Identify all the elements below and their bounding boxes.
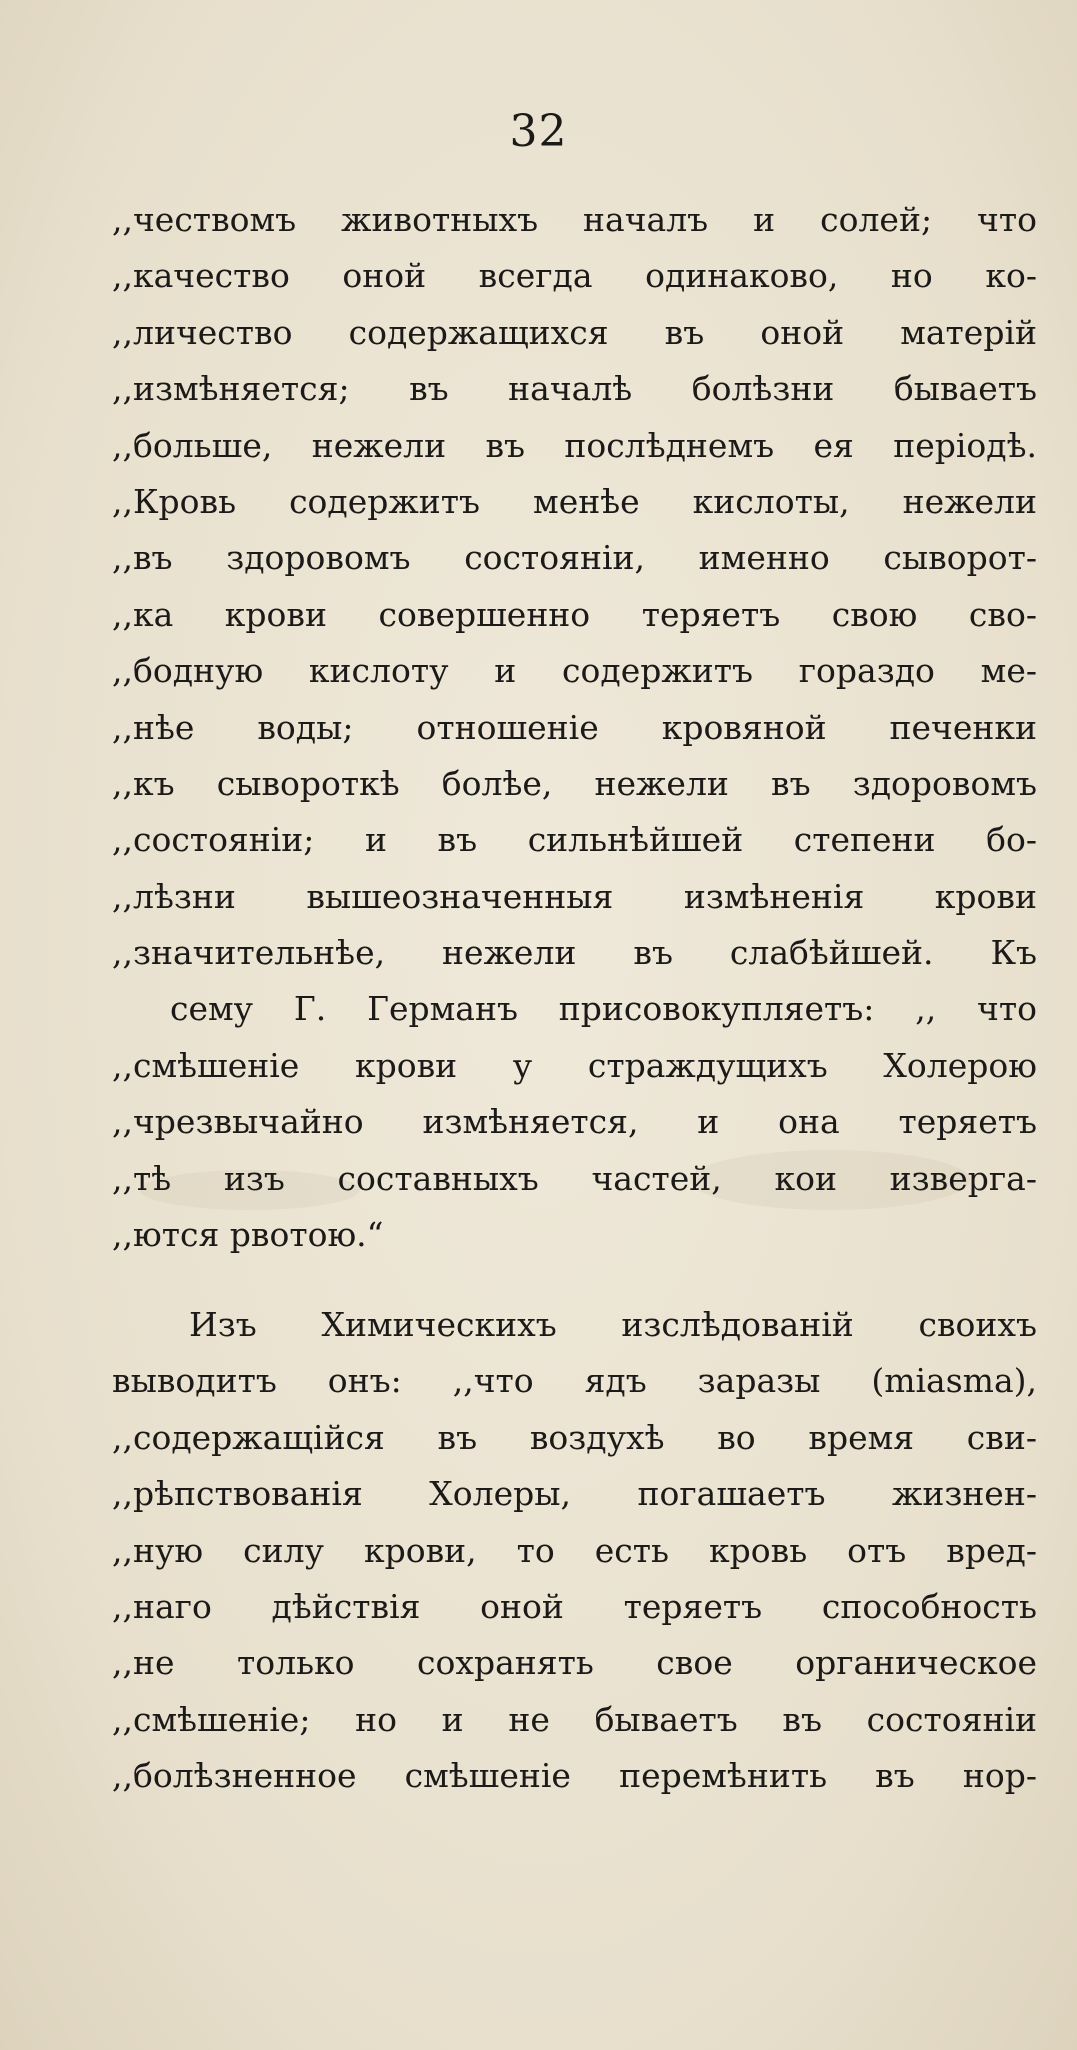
text-line: ,,личество содержащихся въ оной матерій xyxy=(112,312,1037,352)
text-line: ,,тѣ изъ составныхъ частей, кои изверга- xyxy=(112,1158,1037,1198)
text-line: ,,Кровь содержитъ менѣе кислоты, нежели xyxy=(112,481,1037,521)
text-line: ,,содержащійся въ воздухѣ во время сви- xyxy=(112,1417,1037,1457)
text-line: ,,ную силу крови, то есть кровь отъ вред- xyxy=(112,1530,1037,1570)
paragraph-2 xyxy=(112,1297,1037,1805)
text-line: ,,измѣняется; въ началѣ болѣзни бываетъ xyxy=(112,369,1037,409)
text-line: ,,ются рвотою.“ xyxy=(112,1215,384,1255)
text-line: выводитъ онъ: ,,что ядъ заразы (miasma), xyxy=(112,1361,1037,1401)
text-line: ,,рѣпствованія Холеры, погашаетъ жизнен- xyxy=(112,1474,1037,1514)
text-line: ,,состояніи; и въ сильнѣйшей степени бо- xyxy=(112,820,1037,860)
text-line: ,,наго дѣйствія оной теряетъ способность xyxy=(112,1586,1037,1626)
text-line: ,,къ сывороткѣ болѣе, нежели въ здоровомъ xyxy=(112,763,1037,803)
text-line: ,,болѣзненное смѣшеніе перемѣнить въ нор- xyxy=(112,1756,1037,1796)
text-line: Изъ Химическихъ изслѣдованій своихъ xyxy=(189,1305,1037,1344)
text-line: ,,бодную кислоту и содержитъ гораздо ме- xyxy=(112,651,1037,691)
text-line: ,,лѣзни вышеозначенныя измѣненія крови xyxy=(112,876,1037,916)
text-line: ,,чрезвычайно измѣняется, и она теряетъ xyxy=(112,1102,1037,1142)
text-line: ,,въ здоровомъ состояніи, именно сыворот- xyxy=(112,538,1037,578)
text-line: сему Г. Германъ присовокупляетъ: ,, что xyxy=(170,989,1037,1029)
text-line: ,,смѣшеніе крови у страждущихъ Холерою xyxy=(112,1045,1037,1085)
text-line: ,,значительнѣе, нежели въ слабѣйшей. Къ xyxy=(112,933,1037,973)
page-number: 32 xyxy=(509,106,568,157)
text-line: ,,не только сохранять свое органическое xyxy=(112,1643,1037,1683)
text-line: ,,ка крови совершенно теряетъ свою сво- xyxy=(112,594,1037,634)
text-line: ,,чествомъ животныхъ началъ и солей; что xyxy=(112,200,1037,239)
text-line: ,,качество оной всегда одинаково, но ко- xyxy=(112,256,1037,296)
text-line: ,,больше, нежели въ послѣднемъ ея періодѣ. xyxy=(112,425,1037,465)
text-line: ,,смѣшеніе; но и не бываетъ въ состояніи xyxy=(112,1699,1037,1739)
paragraph-1 xyxy=(112,192,1037,1263)
text-line: ,,нѣе воды; отношеніе кровяной печенки xyxy=(112,707,1037,747)
